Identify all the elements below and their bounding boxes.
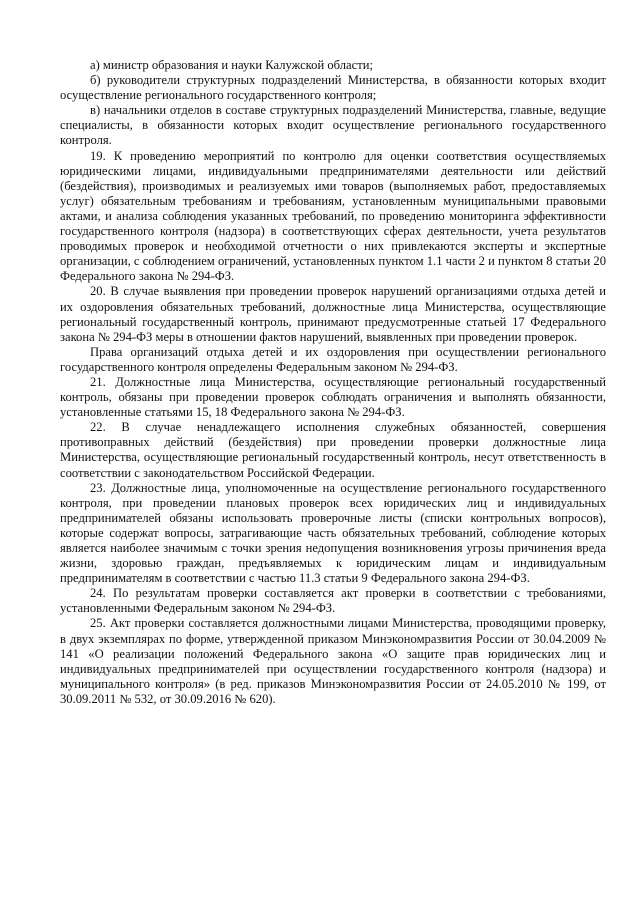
paragraph-20: 20. В случае выявления при проведении проверок нарушений организациями отдыха детей и их оздоровления обязательных требований, должностные лица Министерства, осуществляющие региональный государственный контроль, принимают предусмотренные статьей 17 Федерального закона № 294-ФЗ меры в отношении фактов нарушений, выявленных при проведении проверок. [60, 284, 606, 344]
paragraph-22: 22. В случае ненадлежащего исполнения служебных обязанностей, совершения противоправных действий (бездействия) при проведении проверки должностные лица Министерства, осуществляющие региональный государственный контроль, несут ответственность в соответствии с законодательством Российской Федерации. [60, 420, 606, 480]
document-page [60, 58, 606, 707]
paragraph-24: 24. По результатам проверки составляется акт проверки в соответствии с требованиями, установленными Федеральным законом № 294-ФЗ. [60, 586, 606, 616]
paragraph-item-a: а) министр образования и науки Калужской области; [90, 58, 373, 72]
paragraph-rights: Права организаций отдыха детей и их оздоровления при осуществлении регионального государственного контроля определены Федеральным законом № 294-ФЗ. [60, 344, 606, 374]
paragraph-21: 21. Должностные лица Министерства, осуществляющие региональный государственный контроль, обязаны при проведении проверок соблюдать ограничения и выполнять обязанности, установленные статьями 15, 18 Федерального закона № 294-ФЗ. [60, 374, 606, 420]
paragraph-23: 23. Должностные лица, уполномоченные на осуществление регионального государственного контроля, при проведении плановых проверок всех юридических лиц и индивидуальных предпринимателей обязаны использовать проверочные листы (списки контрольных вопросов), которые содержат вопросы, затрагивающие часть обязательных требований, соблюдение которых является наиболее значимым с точки зрения недопущения возникновения угрозы причинения вреда жизни, здоровью граждан, предъявляемых к юридическим лицам и индивидуальным предпринимателям в соответствии с частью 11.3 статьи 9 Федерального закона 294-ФЗ. [60, 480, 606, 586]
paragraph-25: 25. Акт проверки составляется должностными лицами Министерства, проводящими проверку, в двух экземплярах по форме, утвержденной приказом Минэкономразвития России от 30.04.2009 № 141 «О реализации положений Федерального закона «О защите прав юридических лиц и индивидуальных предпринимателей при осуществлении государственного контроля (надзора) и муниципального контроля» (в ред. приказов Минэкономразвития России от 24.05.2010 № 199, от 30.09.2011 № 532, от 30.09.2016 № 620). [60, 616, 606, 706]
paragraph-item-v: в) начальники отделов в составе структурных подразделений Министерства, главные, ведущие специалисты, в обязанности которых входит осуществление регионального государственного контроля. [60, 103, 606, 148]
paragraph-item-b: б) руководители структурных подразделений Министерства, в обязанности которых входит осуществление регионального государственного контроля; [60, 73, 606, 103]
paragraph-19: 19. К проведению мероприятий по контролю для оценки соответствия осуществляемых юридическими лицами, индивидуальными предпринимателями деятельности или действий (бездействия), производимых и реализуемых ими товаров (выполняемых работ, предоставляемых услуг) обязательным требованиям и требованиям, установленным муниципальными правовыми актами, и анализа соблюдения указанных требований, по проведению мониторинга эффективности государственного контроля (надзора) в соответствующих сферах деятельности, учета результатов проводимых проверок и необходимой отчетности о них привлекаются эксперты и экспертные организации, с соблюдением ограничений, установленных пунктом 1.1 части 2 и пунктом 8 статьи 20 Федерального закона № 294-ФЗ. [60, 148, 606, 284]
